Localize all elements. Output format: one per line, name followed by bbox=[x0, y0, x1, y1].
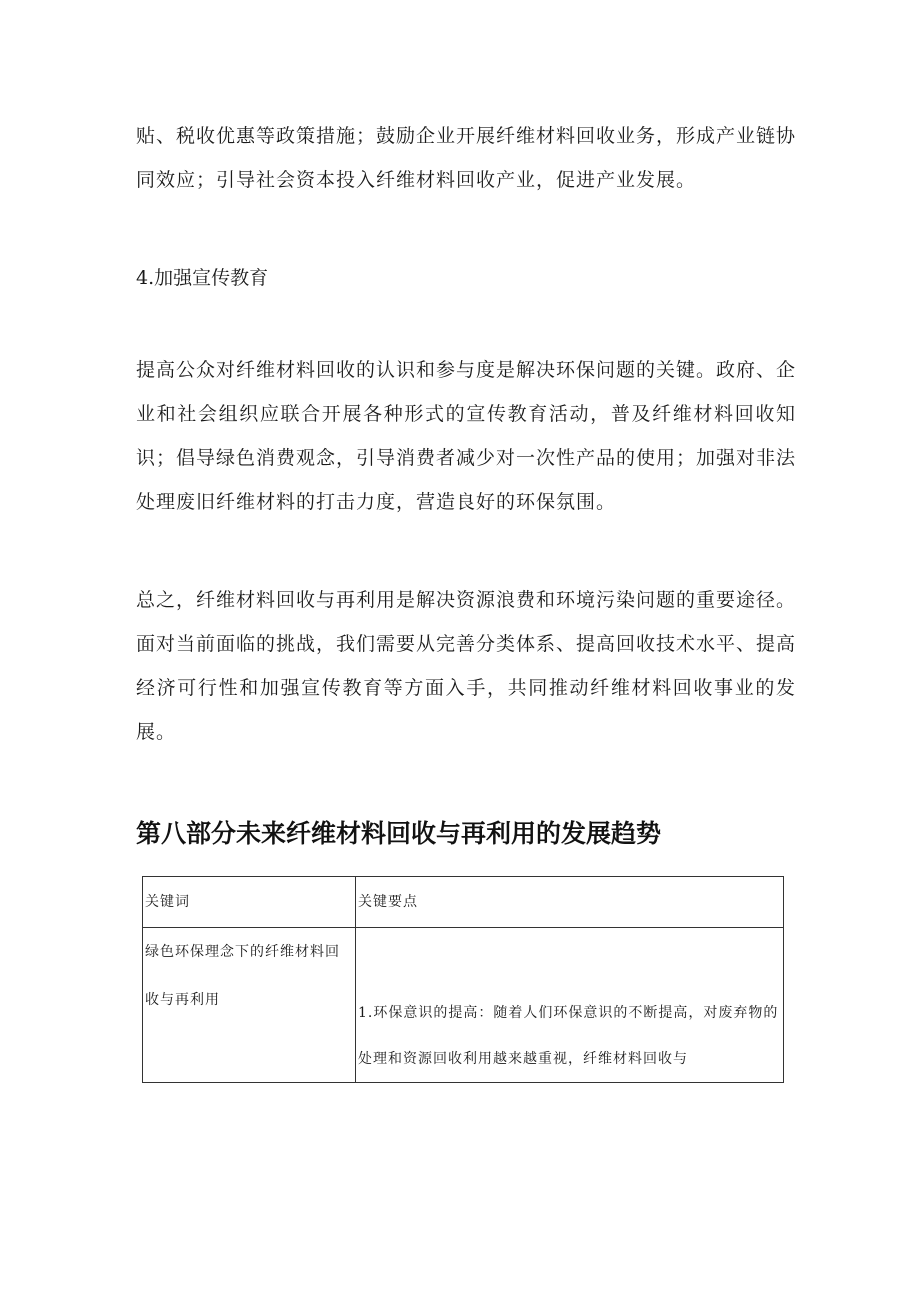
paragraph-policy-support: 贴、税收优惠等政策措施；鼓励企业开展纤维材料回收业务，形成产业链协同效应；引导社会资本投入纤维材料回收产业，促进产业发展。 bbox=[136, 125, 797, 191]
table-header-row bbox=[143, 877, 784, 928]
section-title: 第八部分未来纤维材料回收与再利用的发展趋势 bbox=[136, 819, 662, 848]
table-header-keyword: 关键词 bbox=[143, 877, 356, 928]
table-header-key-points: 关键要点 bbox=[356, 877, 784, 928]
key-points-table bbox=[142, 876, 784, 1083]
table-row bbox=[143, 928, 784, 1083]
subheading-publicity-education: 4.加强宣传教育 bbox=[136, 267, 269, 289]
table-cell-keyword: 绿色环保理念下的纤维材料回收与再利用 bbox=[143, 928, 356, 1083]
paragraph-public-awareness: 提高公众对纤维材料回收的认识和参与度是解决环保问题的关键。政府、企业和社会组织应联合开展各种形式的宣传教育活动，普及纤维材料回收知识；倡导绿色消费观念，引导消费者减少对一次性产品的使用；加强对非法处理废旧纤维材料的打击力度，营造良好的环保氛围。 bbox=[136, 359, 797, 513]
paragraph-conclusion: 总之，纤维材料回收与再利用是解决资源浪费和环境污染问题的重要途径。面对当前面临的挑战，我们需要从完善分类体系、提高回收技术水平、提高经济可行性和加强宣传教育等方面入手，共同推动纤维材料回收事业的发展。 bbox=[136, 589, 797, 743]
table-cell-key-point: 1.环保意识的提高：随着人们环保意识的不断提高，对废弃物的处理和资源回收利用越来越重视，纤维材料回收与 bbox=[356, 928, 784, 1083]
